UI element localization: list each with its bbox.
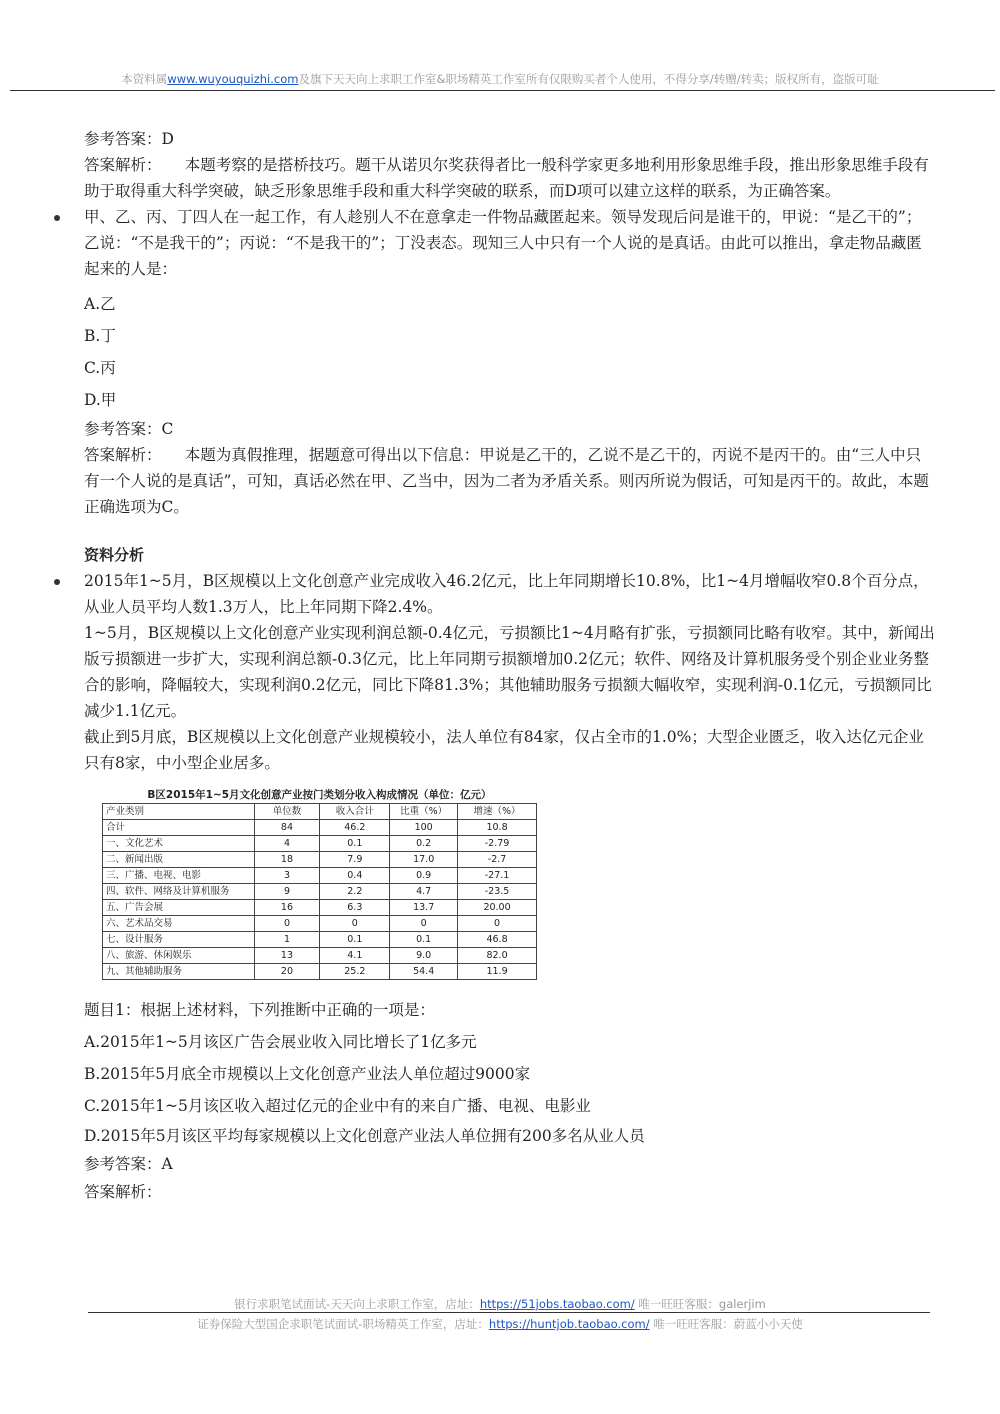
footer-1-link[interactable]: https://51jobs.taobao.com/ (479, 1297, 635, 1311)
table-value-cell: -2.79 (458, 836, 537, 852)
table-value-cell: 20 (254, 964, 320, 980)
section-title: 资料分析 (84, 546, 145, 564)
table-header-cell: 比重（%） (390, 804, 458, 820)
question-3-answer: 参考答案：A (84, 1155, 173, 1173)
table-row (103, 820, 537, 836)
question-3-option-b: B.2015年5月底全市规模以上文化创意产业法人单位超过9000家 (84, 1065, 531, 1083)
table-value-cell: 100 (390, 820, 458, 836)
header-prefix: 本资料属 (121, 72, 168, 86)
table-header-cell: 收入合计 (320, 804, 390, 820)
table-value-cell: 0 (254, 916, 320, 932)
table-row (103, 884, 537, 900)
table-body (103, 820, 537, 980)
footer-2-link[interactable]: https://huntjob.taobao.com/ (488, 1317, 650, 1331)
table-row (103, 900, 537, 916)
table-value-cell: 1 (254, 932, 320, 948)
table-value-cell: 17.0 (390, 852, 458, 868)
table-value-cell: -27.1 (458, 868, 537, 884)
table-value-cell: 82.0 (458, 948, 537, 964)
question-3-option-d: D.2015年5月该区平均每家规模以上文化创意产业法人单位拥有200多名从业人员 (84, 1127, 645, 1145)
question-2-option-d: D.甲 (84, 391, 117, 409)
prev-answer: 参考答案：D (84, 130, 174, 148)
footer-2-suffix: 唯一旺旺客服：蔚蓝小小天使 (653, 1317, 803, 1331)
table-value-cell: 7.9 (320, 852, 390, 868)
question-2-stem: 甲、乙、丙、丁四人在一起工作，有人趁别人不在意拿走一件物品藏匿起来。领导发现后问是谁干的，甲说：“是乙干的”；乙说：“不是我干的”；丙说：“不是我干的”；丁没表态。现知三人中只有一个人说的是真话。由此可以推出，拿走物品藏匿起来的人是： (84, 208, 922, 278)
table-row (103, 836, 537, 852)
bullet-icon (54, 215, 60, 221)
table-value-cell: 20.00 (458, 900, 537, 916)
table-category-cell: 二、新闻出版 (103, 852, 255, 868)
table-category-cell: 合计 (103, 820, 255, 836)
header-suffix: 及旗下天天向上求职工作室&职场精英工作室所有仅限购买者个人使用，不得分享/转赠/转卖；版权所有，盗版可耻 (298, 72, 879, 86)
table-value-cell: 13.7 (390, 900, 458, 916)
header-divider (10, 90, 995, 91)
table-value-cell: 0.1 (320, 932, 390, 948)
header-link[interactable]: www.wuyouquizhi.com (167, 72, 299, 86)
table-value-cell: 0 (320, 916, 390, 932)
revenue-table-figure (102, 788, 537, 980)
footer-2-prefix: 证券保险大型国企求职笔试面试-职场精英工作室，店址： (197, 1317, 489, 1331)
table-value-cell: 6.3 (320, 900, 390, 916)
table-value-cell: 13 (254, 948, 320, 964)
footer-line-2 (0, 1316, 1000, 1332)
table-title: B区2015年1~5月文化创意产业按门类划分收入构成情况（单位：亿元） (147, 789, 492, 801)
bullet-icon (54, 579, 60, 585)
table-value-cell: 25.2 (320, 964, 390, 980)
table-value-cell: 2.2 (320, 884, 390, 900)
footer-1-suffix: 唯一旺旺客服：galerjim (638, 1297, 766, 1311)
table-value-cell: 46.2 (320, 820, 390, 836)
table-value-cell: 0 (458, 916, 537, 932)
table-value-cell: 0.2 (390, 836, 458, 852)
table-value-cell: 9.0 (390, 948, 458, 964)
table-row (103, 852, 537, 868)
page-header-note (0, 71, 1000, 87)
table-value-cell: 0 (390, 916, 458, 932)
material-paragraph-3: 截止到5月底，B区规模以上文化创意产业规模较小，法人单位有84家，仅占全市的1.0%；大型企业匮乏，收入达亿元企业只有8家，中小型企业居多。 (84, 728, 924, 772)
question-2-answer: 参考答案：C (84, 420, 174, 438)
table-value-cell: 11.9 (458, 964, 537, 980)
question-2 (84, 204, 936, 282)
table-header-row (103, 804, 537, 820)
table-row (103, 916, 537, 932)
footer-line-1 (0, 1296, 1000, 1312)
question-3-option-a: A.2015年1~5月该区广告会展业收入同比增长了1亿多元 (84, 1033, 477, 1051)
table-value-cell: 3 (254, 868, 320, 884)
revenue-table (102, 803, 537, 980)
table-value-cell: 0.1 (390, 932, 458, 948)
table-value-cell: 16 (254, 900, 320, 916)
table-value-cell: 0.4 (320, 868, 390, 884)
material-paragraph-1 (84, 568, 936, 620)
table-value-cell: 10.8 (458, 820, 537, 836)
table-category-cell: 六、艺术品交易 (103, 916, 255, 932)
table-value-cell: -23.5 (458, 884, 537, 900)
table-header-cell: 单位数 (254, 804, 320, 820)
table-value-cell: 18 (254, 852, 320, 868)
question-3-option-c: C.2015年1~5月该区收入超过亿元的企业中有的来自广播、电视、电影业 (84, 1097, 591, 1115)
table-value-cell: -2.7 (458, 852, 537, 868)
table-header-cell: 产业类别 (103, 804, 255, 820)
table-row (103, 964, 537, 980)
table-category-cell: 九、其他辅助服务 (103, 964, 255, 980)
table-category-cell: 三、广播、电视、电影 (103, 868, 255, 884)
table-value-cell: 54.4 (390, 964, 458, 980)
question-3-analysis-label: 答案解析： (84, 1183, 162, 1201)
table-row (103, 868, 537, 884)
question-2-option-b: B.丁 (84, 327, 116, 345)
table-category-cell: 一、文化艺术 (103, 836, 255, 852)
question-2-option-c: C.丙 (84, 359, 116, 377)
table-value-cell: 4.1 (320, 948, 390, 964)
table-value-cell: 0.9 (390, 868, 458, 884)
table-value-cell: 9 (254, 884, 320, 900)
table-category-cell: 八、旅游、休闲娱乐 (103, 948, 255, 964)
table-value-cell: 4 (254, 836, 320, 852)
question-3-stem: 题目1：根据上述材料，下列推断中正确的一项是： (84, 1001, 435, 1019)
footer-divider (88, 1312, 930, 1313)
footer-1-prefix: 银行求职笔试面试-天天向上求职工作室，店址： (234, 1297, 480, 1311)
table-category-cell: 四、软件、网络及计算机服务 (103, 884, 255, 900)
table-header-cell: 增速（%） (458, 804, 537, 820)
table-value-cell: 84 (254, 820, 320, 836)
material-text-1: 2015年1~5月，B区规模以上文化创意产业完成收入46.2亿元，比上年同期增长10.8%，比1~4月增幅收窄0.8个百分点，从业人员平均人数1.3万人，比上年同期下降2.4%。 (84, 572, 929, 616)
prev-analysis: 答案解析： 本题考察的是搭桥技巧。题干从诺贝尔奖获得者比一般科学家更多地利用形象思维手段，推出形象思维手段有助于取得重大科学突破，缺乏形象思维手段和重大科学突破的联系，而D项可以建立这样的联系，为正确答案。 (84, 156, 929, 200)
table-value-cell: 0.1 (320, 836, 390, 852)
document-body (84, 126, 936, 1206)
table-category-cell: 七、设计服务 (103, 932, 255, 948)
material-paragraph-2: 1~5月，B区规模以上文化创意产业实现利润总额-0.4亿元，亏损额比1~4月略有扩张，亏损额同比略有收窄。其中，新闻出版亏损额进一步扩大，实现利润总额-0.3亿元，比上年同期亏损额增加0.2亿元；软件、网络及计算机服务受个别企业业务整合的影响，降幅较大，实现利润0.2亿元，同比下降81.3%；其他辅助服务亏损额大幅收窄，实现利润-0.1亿元，亏损额同比减少1.1亿元。 (84, 624, 935, 720)
question-2-option-a: A.乙 (84, 295, 116, 313)
table-row (103, 932, 537, 948)
question-2-analysis: 答案解析： 本题为真假推理，据题意可得出以下信息：甲说是乙干的，乙说不是乙干的，丙说不是丙干的。由“三人中只有一个人说的是真话”，可知，真话必然在甲、乙当中，因为二者为矛盾关系。则丙所说为假话，可知是丙干的。故此，本题正确选项为C。 (84, 446, 929, 516)
table-value-cell: 46.8 (458, 932, 537, 948)
table-row (103, 948, 537, 964)
table-value-cell: 4.7 (390, 884, 458, 900)
table-category-cell: 五、广告会展 (103, 900, 255, 916)
